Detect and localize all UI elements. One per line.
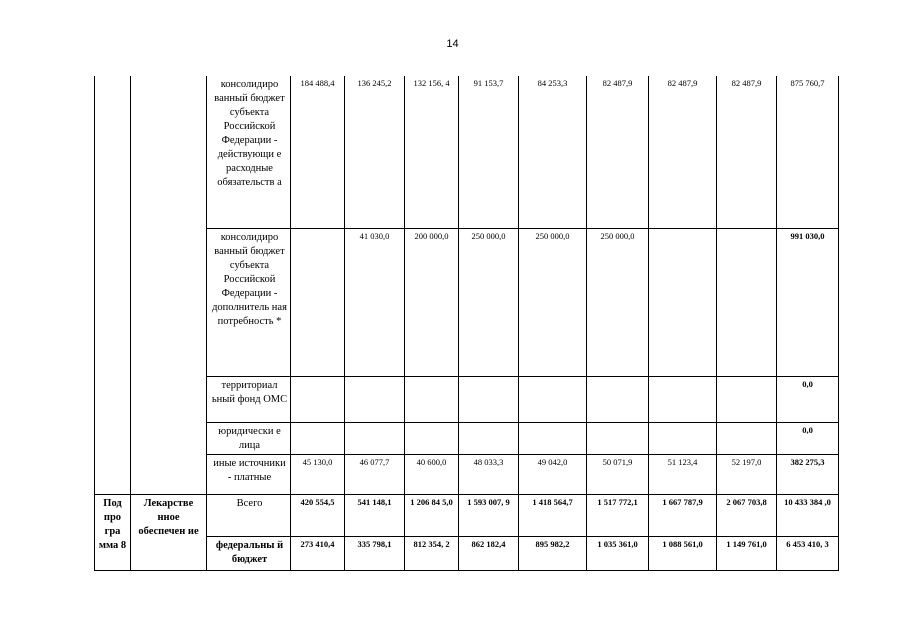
value-cell: 184 488,4 — [291, 76, 345, 228]
value-cell: 1 206 84 5,0 — [405, 494, 459, 536]
table-row — [95, 76, 839, 228]
total-cell: 991 030,0 — [777, 228, 839, 376]
value-cell — [649, 228, 717, 376]
value-cell — [405, 376, 459, 422]
value-cell: 1 517 772,1 — [587, 494, 649, 536]
value-cell — [345, 376, 405, 422]
subprogram-name-cell: Лекарстве нное обеспечен ие — [131, 494, 207, 570]
value-cell — [459, 376, 519, 422]
value-cell: 48 033,3 — [459, 454, 519, 494]
value-cell: 84 253,3 — [519, 76, 587, 228]
funding-source-cell: иные источники - платные — [207, 454, 291, 494]
value-cell: 1 149 761,0 — [717, 536, 777, 570]
budget-table — [94, 76, 839, 571]
funding-source-cell: территориал ьный фонд ОМС — [207, 376, 291, 422]
value-cell — [717, 422, 777, 454]
value-cell: 1 035 361,0 — [587, 536, 649, 570]
value-cell — [405, 422, 459, 454]
value-cell: 250 000,0 — [459, 228, 519, 376]
value-cell: 1 418 564,7 — [519, 494, 587, 536]
value-cell: 41 030,0 — [345, 228, 405, 376]
value-cell — [459, 422, 519, 454]
value-cell: 335 798,1 — [345, 536, 405, 570]
total-cell: 6 453 410, 3 — [777, 536, 839, 570]
value-cell: 1 593 007, 9 — [459, 494, 519, 536]
value-cell: 46 077,7 — [345, 454, 405, 494]
value-cell: 50 071,9 — [587, 454, 649, 494]
value-cell — [717, 376, 777, 422]
value-cell: 273 410,4 — [291, 536, 345, 570]
value-cell — [291, 376, 345, 422]
table-row — [95, 536, 839, 570]
total-cell: 10 433 384 ,0 — [777, 494, 839, 536]
total-cell: 875 760,7 — [777, 76, 839, 228]
value-cell — [649, 422, 717, 454]
funding-source-cell: консолидиро ванный бюджет субъекта Российской Федерации - дополнитель ная потребность * — [207, 228, 291, 376]
value-cell — [519, 422, 587, 454]
value-cell: 862 182,4 — [459, 536, 519, 570]
value-cell — [345, 422, 405, 454]
value-cell — [587, 376, 649, 422]
value-cell: 420 554,5 — [291, 494, 345, 536]
value-cell — [587, 422, 649, 454]
value-cell — [291, 422, 345, 454]
funding-source-cell: консолидиро ванный бюджет субъекта Российской Федерации - действующи е расходные обязательств а — [207, 76, 291, 228]
total-cell: 0,0 — [777, 422, 839, 454]
value-cell: 82 487,9 — [649, 76, 717, 228]
total-cell: 0,0 — [777, 376, 839, 422]
funding-source-cell: федеральны й бюджет — [207, 536, 291, 570]
total-cell: 382 275,3 — [777, 454, 839, 494]
value-cell: 895 982,2 — [519, 536, 587, 570]
value-cell: 250 000,0 — [519, 228, 587, 376]
value-cell — [717, 228, 777, 376]
value-cell: 200 000,0 — [405, 228, 459, 376]
value-cell: 2 067 703,8 — [717, 494, 777, 536]
value-cell: 82 487,9 — [587, 76, 649, 228]
table-row — [95, 494, 839, 536]
value-cell: 136 245,2 — [345, 76, 405, 228]
value-cell: 49 042,0 — [519, 454, 587, 494]
subprogram-label-cell: Под про гра мма 8 — [95, 494, 131, 570]
value-cell: 1 088 561,0 — [649, 536, 717, 570]
program-name-cell — [131, 76, 207, 494]
value-cell: 812 354, 2 — [405, 536, 459, 570]
value-cell: 82 487,9 — [717, 76, 777, 228]
value-cell: 250 000,0 — [587, 228, 649, 376]
value-cell: 51 123,4 — [649, 454, 717, 494]
value-cell: 1 667 787,9 — [649, 494, 717, 536]
funding-source-cell: юридически е лица — [207, 422, 291, 454]
table-row — [95, 454, 839, 494]
value-cell: 40 600,0 — [405, 454, 459, 494]
page-number: 14 — [446, 38, 459, 50]
table-row — [95, 376, 839, 422]
program-code-cell — [95, 76, 131, 494]
funding-source-cell: Всего — [207, 494, 291, 536]
value-cell: 91 153,7 — [459, 76, 519, 228]
value-cell: 52 197,0 — [717, 454, 777, 494]
value-cell — [291, 228, 345, 376]
table-row — [95, 228, 839, 376]
value-cell: 541 148,1 — [345, 494, 405, 536]
table-row — [95, 422, 839, 454]
value-cell — [519, 376, 587, 422]
value-cell — [649, 376, 717, 422]
value-cell: 132 156, 4 — [405, 76, 459, 228]
value-cell: 45 130,0 — [291, 454, 345, 494]
